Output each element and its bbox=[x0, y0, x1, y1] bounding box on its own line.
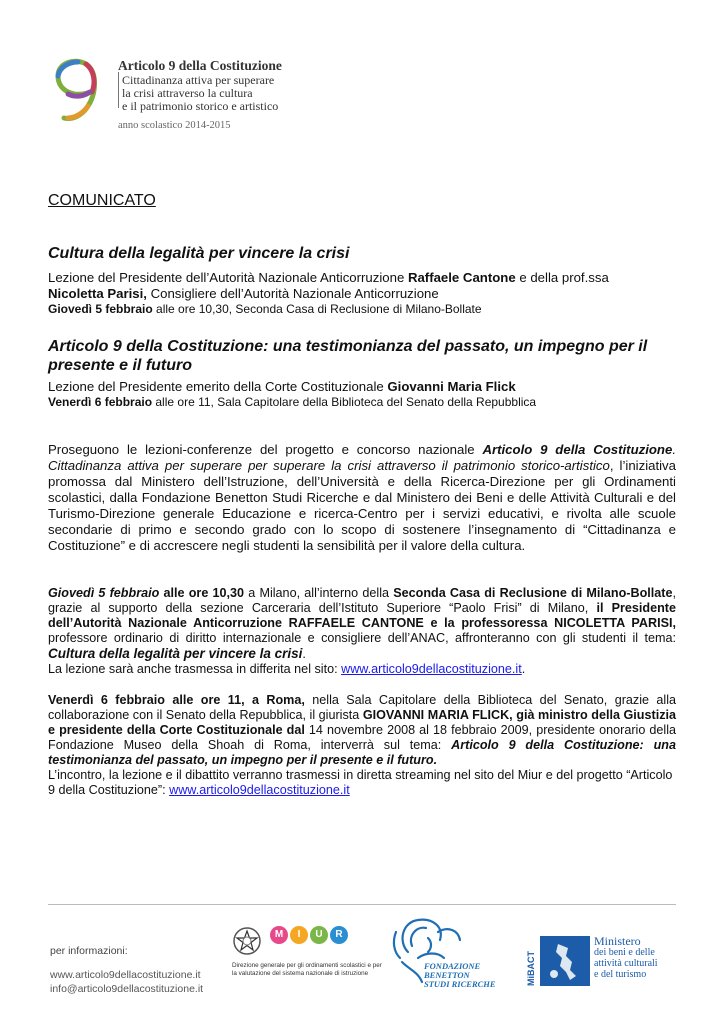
benetton-foundation-logo bbox=[388, 912, 498, 992]
page-title: COMUNICATO bbox=[48, 192, 156, 209]
text: L’incontro, la lezione e il dibattito verranno trasmessi in diretta streaming nel sito del Miur e del progetto “Articolo 9 della Costituzione”: bbox=[48, 768, 673, 797]
detail2-stream bbox=[48, 768, 676, 798]
mibact-vertical-label: MiBACT bbox=[526, 951, 536, 986]
detail2-paragraph bbox=[48, 693, 676, 768]
website-link[interactable]: www.articolo9dellacostituzione.it bbox=[341, 662, 522, 676]
mibact-map-icon bbox=[540, 936, 590, 986]
event-location: alle ore 11, Sala Capitolare della Biblioteca del Senato della Repubblica bbox=[152, 395, 537, 409]
text: 14 novembre 2008 al 18 febbraio 2009, presidente onorario della Fondazione Museo della Shoah di Roma, interverrà sul tema: bbox=[48, 723, 676, 752]
school-year: anno scolastico 2014-2015 bbox=[118, 120, 231, 131]
mibact-line: attività culturali bbox=[594, 958, 658, 969]
website-link[interactable]: www.articolo9dellacostituzione.it bbox=[169, 783, 350, 797]
text: Proseguono le lezioni-conferenze del progetto e concorso nazionale bbox=[48, 442, 483, 457]
event-date: Giovedì 5 febbraio bbox=[48, 586, 160, 600]
text: a Milano, all’interno della bbox=[244, 586, 394, 600]
text: , l’iniziativa promossa dal Ministero dell’Istruzione, dell’Università e della Ricerca-Direzione per gli Ordinamenti scolastici, dalla Fondazione Benetton Studi Ricerche e dal Ministero dei Beni e delle Attività Culturali e del Turismo-Direzione generale Educazione e ricerca-Centro per i servizi educativi, e rivolta alle scuole secondarie di primo e secondo grado con lo scopo di sostenere l’insegnamento di “Cittadinanza e Costituzione” e di accrescere negli studenti la sensibilità per il valore della cultura. bbox=[48, 458, 676, 553]
speaker-names: il Presidente dell’Autorità Nazionale Anticorruzione RAFFAELE CANTONE e la professoressa NICOLETTA PARISI, bbox=[48, 601, 676, 630]
event-location: Seconda Casa di Reclusione di Milano-Bollate bbox=[393, 586, 673, 600]
speaker-name: Raffaele Cantone bbox=[407, 270, 516, 285]
mibact-line: dei beni e delle bbox=[594, 947, 655, 958]
articolo9-logo-icon bbox=[46, 54, 112, 124]
event-time: alle ore 10,30 bbox=[159, 586, 245, 600]
mibact-logo-box bbox=[540, 936, 590, 986]
text: La lezione sarà anche trasmessa in differita nel sito: bbox=[48, 662, 342, 676]
text: professore ordinario di diritto internazionale e consigliere dell’ANAC, affronteranno con gli studenti il tema: bbox=[48, 631, 676, 645]
benetton-line: STUDI RICERCHE bbox=[424, 979, 496, 989]
project-subtitle: . Cittadinanza attiva per superare per superare la crisi attraverso il patrimonio storico-artistico bbox=[48, 442, 676, 473]
miur-letter: U bbox=[310, 926, 328, 944]
detail1-paragraph bbox=[48, 586, 676, 662]
logo-subtitle-line: la crisi attraverso la cultura bbox=[122, 86, 253, 100]
event2-date bbox=[48, 395, 676, 410]
logo-subtitle-line: e il patrimonio storico e artistico bbox=[122, 99, 279, 113]
miur-department: Direzione generale per gli ordinamenti scolastici e per la valutazione del sistema nazionale di istruzione bbox=[232, 962, 382, 977]
event-location: alle ore 10,30, Seconda Casa di Reclusione di Milano-Bollate bbox=[152, 302, 482, 316]
footer-divider bbox=[48, 904, 676, 905]
miur-letter: I bbox=[290, 926, 308, 944]
detail1-stream bbox=[48, 662, 676, 677]
benetton-line: FONDAZIONE bbox=[424, 961, 481, 971]
miur-letter: R bbox=[330, 926, 348, 944]
miur-letter: M bbox=[270, 926, 288, 944]
footer-email-link[interactable]: info@articolo9dellacostituzione.it bbox=[50, 983, 204, 995]
event1-title: Cultura della legalità per vincere la crisi bbox=[48, 245, 350, 262]
intro-paragraph bbox=[48, 442, 676, 554]
mibact-text bbox=[594, 936, 658, 980]
event-date: Venerdì 6 febbraio bbox=[48, 395, 153, 409]
speaker-name: Nicoletta Parisi, bbox=[48, 286, 147, 301]
mibact-line: Ministero bbox=[594, 934, 641, 948]
logo-subtitle-line: Cittadinanza attiva per superare bbox=[122, 73, 275, 87]
text: Lezione del Presidente emerito della Corte Costituzionale bbox=[48, 379, 388, 394]
speaker-name: GIOVANNI MARIA FLICK, già ministro della Giustizia e presidente della Corte Costituzionale dal bbox=[48, 708, 676, 737]
press-release-body bbox=[48, 192, 676, 798]
header-logo-text bbox=[118, 58, 282, 131]
project-name: Articolo 9 della Costituzione bbox=[482, 442, 673, 457]
event2-title: Articolo 9 della Costituzione: una testimonianza del passato, un impegno per il presente e il futuro bbox=[48, 338, 648, 374]
miur-logo bbox=[270, 926, 348, 946]
text: . bbox=[521, 662, 526, 676]
text: e della prof.ssa bbox=[515, 270, 609, 285]
italian-republic-emblem-icon bbox=[232, 924, 262, 958]
text: Consigliere dell’Autorità Nazionale Anticorruzione bbox=[146, 286, 439, 301]
benetton-line: BENETTON bbox=[424, 970, 470, 980]
event1-description bbox=[48, 270, 676, 302]
logo-title: Articolo 9 della Costituzione bbox=[118, 58, 282, 73]
lesson-theme: Articolo 9 della Costituzione: una testimonianza del passato, un impegno per il presente e il futuro. bbox=[48, 738, 677, 767]
speaker-name: Giovanni Maria Flick bbox=[387, 379, 516, 394]
event1-date bbox=[48, 302, 676, 317]
event-date: Giovedì 5 febbraio bbox=[48, 302, 153, 316]
footer-website-link[interactable]: www.articolo9dellacostituzione.it bbox=[50, 969, 201, 981]
benetton-text bbox=[424, 962, 496, 989]
text: . bbox=[302, 647, 306, 661]
text: , grazie al supporto della sezione Carceraria dell’Istituto Superiore “Paolo Frisi” di Milano, bbox=[48, 586, 676, 615]
mibact-line: e del turismo bbox=[594, 969, 647, 980]
event-date: Venerdì 6 febbraio alle ore 11, a Roma, bbox=[48, 693, 305, 707]
lesson-theme: Cultura della legalità per vincere la crisi bbox=[48, 646, 303, 661]
text: Lezione del Presidente dell’Autorità Nazionale Anticorruzione bbox=[48, 270, 408, 285]
text: nella Sala Capitolare della Biblioteca del Senato, grazie alla collaborazione con il Senato della Repubblica, il giurista bbox=[48, 693, 676, 722]
event2-description bbox=[48, 379, 676, 395]
info-label: per informazioni: bbox=[50, 945, 128, 957]
contact-info bbox=[50, 944, 203, 996]
